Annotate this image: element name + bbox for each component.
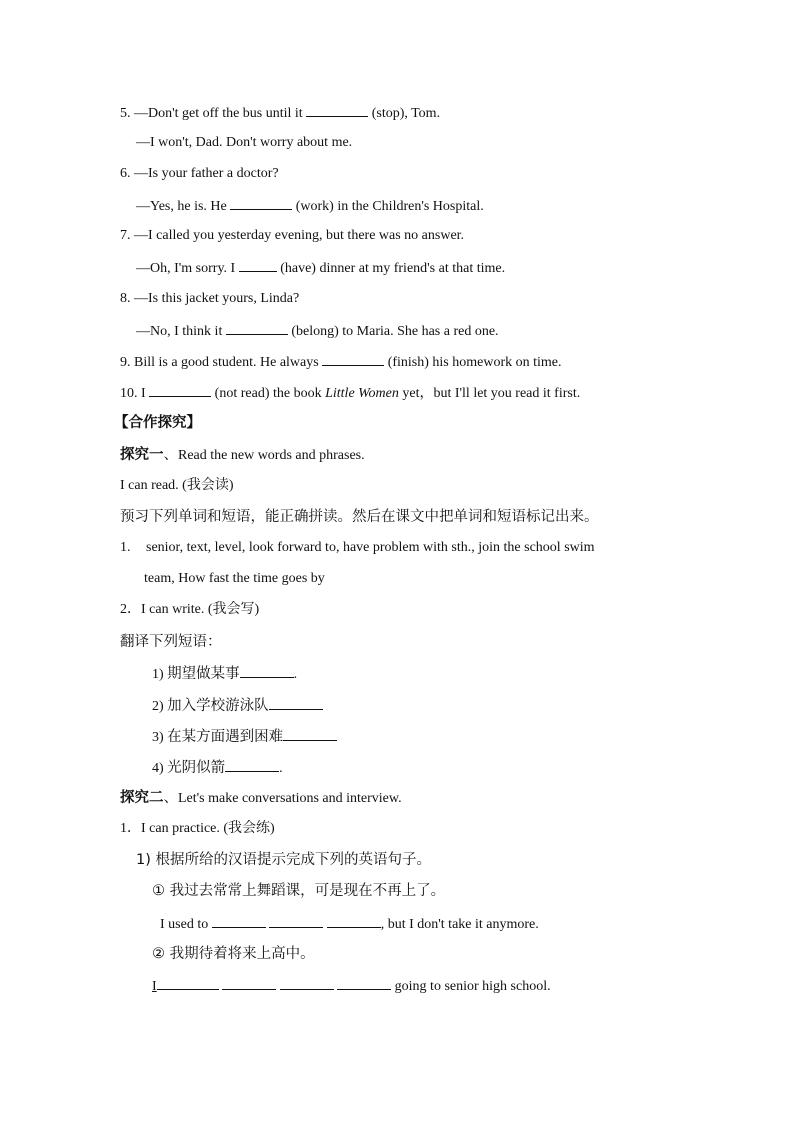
question-text: —I called you yesterday evening, but there was no answer. <box>134 228 465 243</box>
answer-blank[interactable] <box>283 726 337 741</box>
answer-blank[interactable] <box>225 757 279 772</box>
explore-2-heading <box>120 788 402 809</box>
explore-1-heading <box>120 445 365 466</box>
answer-text: —Yes, he is. He <box>136 199 227 214</box>
explore-text: Let's make conversations and interview. <box>178 791 402 806</box>
item-number: 1. <box>120 540 131 555</box>
exercise-number: 9. <box>120 355 131 370</box>
exercise-number: 7. <box>120 228 131 243</box>
exercise-number: 5. <box>120 106 131 121</box>
phrase-number: 1) <box>152 667 164 682</box>
answer-blank[interactable] <box>269 695 323 710</box>
vocab-list: senior, text, level, look forward to, have problem with sth., join the school swim <box>146 540 595 555</box>
sentence-text: going to senior high school. <box>394 979 551 994</box>
exercise-number: 10. <box>120 386 138 401</box>
exercise-8-answer <box>136 320 499 342</box>
verb-hint: (work) in the Children's Hospital. <box>295 199 484 214</box>
answer-blank[interactable] <box>269 913 323 928</box>
write-line: 2．I can write. (我会写) <box>120 602 260 617</box>
vocab-item-1-cont: team, How fast the time goes by <box>144 571 325 586</box>
question-text: I <box>141 386 146 401</box>
phrase-number: 4) <box>152 761 164 776</box>
exercise-5-question <box>120 102 440 124</box>
exercise-6-answer <box>136 195 484 217</box>
sentence-text: I used to <box>160 917 209 932</box>
phrase-text: 加入学校游泳队 <box>167 698 269 714</box>
explore-text: Read the new words and phrases. <box>178 448 365 463</box>
answer-blank[interactable] <box>337 975 391 990</box>
answer-blank[interactable] <box>230 195 292 210</box>
question-text: —Is your father a doctor? <box>134 166 279 181</box>
answer-blank[interactable] <box>149 382 211 397</box>
phrase-text: 期望做某事 <box>167 666 240 682</box>
translate-instruction: 翻译下列短语： <box>120 634 222 650</box>
question-text: yet，but I'll let you read it first. <box>402 386 581 401</box>
verb-hint: (stop), Tom. <box>371 106 441 121</box>
explore-label: 探究一 <box>120 447 164 463</box>
separator: 、 <box>163 790 178 806</box>
answer-text: —No, I think it <box>136 324 223 339</box>
exercise-7-question <box>120 226 464 246</box>
answer-blank[interactable] <box>157 975 219 990</box>
exercise-5-answer: —I won't, Dad. Don't worry about me. <box>136 135 353 150</box>
practice-line: 1．I can practice. (我会练) <box>120 821 275 836</box>
exercise-number: 6. <box>120 166 131 181</box>
question-text: —Don't get off the bus until it <box>134 106 303 121</box>
sentence-instruction: 1) 根据所给的汉语提示完成下列的英语句子。 <box>136 852 431 868</box>
phrase-end: . <box>279 761 283 776</box>
question-text: —Is this jacket yours, Linda? <box>134 291 300 306</box>
sentence-1-english <box>160 913 539 935</box>
phrase-item-4 <box>152 757 283 779</box>
explore-label: 探究二 <box>120 790 164 806</box>
exercise-7-answer <box>136 257 505 279</box>
answer-blank[interactable] <box>322 351 384 366</box>
phrase-item-1 <box>152 663 297 685</box>
exercise-6-question <box>120 164 279 184</box>
answer-blank[interactable] <box>306 102 368 117</box>
question-text: Bill is a good student. He always <box>134 355 319 370</box>
phrase-text: 光阴似箭 <box>167 760 226 776</box>
book-title: Little Women <box>325 386 399 401</box>
phrase-end: . <box>293 667 298 682</box>
separator: 、 <box>163 447 178 463</box>
read-instruction: 预习下列单词和短语，能正确拼读。然后在课文中把单词和短语标记出来。 <box>120 509 599 525</box>
answer-blank[interactable] <box>239 257 277 272</box>
exercise-10-question <box>120 382 580 404</box>
sentence-2-english <box>152 975 551 997</box>
sentence-text: I <box>152 979 157 994</box>
exercise-number: 8. <box>120 291 131 306</box>
phrase-text: 在某方面遇到困难 <box>167 729 284 745</box>
answer-blank[interactable] <box>280 975 334 990</box>
verb-hint: (have) dinner at my friend's at that time. <box>280 261 506 276</box>
read-line: I can read. (我会读) <box>120 478 234 493</box>
answer-blank[interactable] <box>226 320 288 335</box>
answer-text: —Oh, I'm sorry. I <box>136 261 236 276</box>
section-title: 【合作探究】 <box>114 415 201 431</box>
sentence-2-chinese: ② 我期待着将来上高中。 <box>152 946 315 962</box>
answer-blank[interactable] <box>222 975 276 990</box>
phrase-item-3 <box>152 726 337 748</box>
exercise-8-question <box>120 289 299 309</box>
phrase-number: 3) <box>152 730 164 745</box>
phrase-item-2 <box>152 695 323 717</box>
sentence-text: , but I don't take it anymore. <box>380 917 539 932</box>
answer-blank[interactable] <box>212 913 266 928</box>
vocab-item-1 <box>120 538 595 558</box>
verb-hint: (belong) to Maria. She has a red one. <box>291 324 499 339</box>
phrase-number: 2) <box>152 699 164 714</box>
answer-blank[interactable] <box>240 663 294 678</box>
answer-blank[interactable] <box>327 913 381 928</box>
sentence-1-chinese: ① 我过去常常上舞蹈课，可是现在不再上了。 <box>152 883 446 899</box>
verb-hint: (not read) the book <box>214 386 322 401</box>
verb-hint: (finish) his homework on time. <box>387 355 562 370</box>
exercise-9-question <box>120 351 562 373</box>
